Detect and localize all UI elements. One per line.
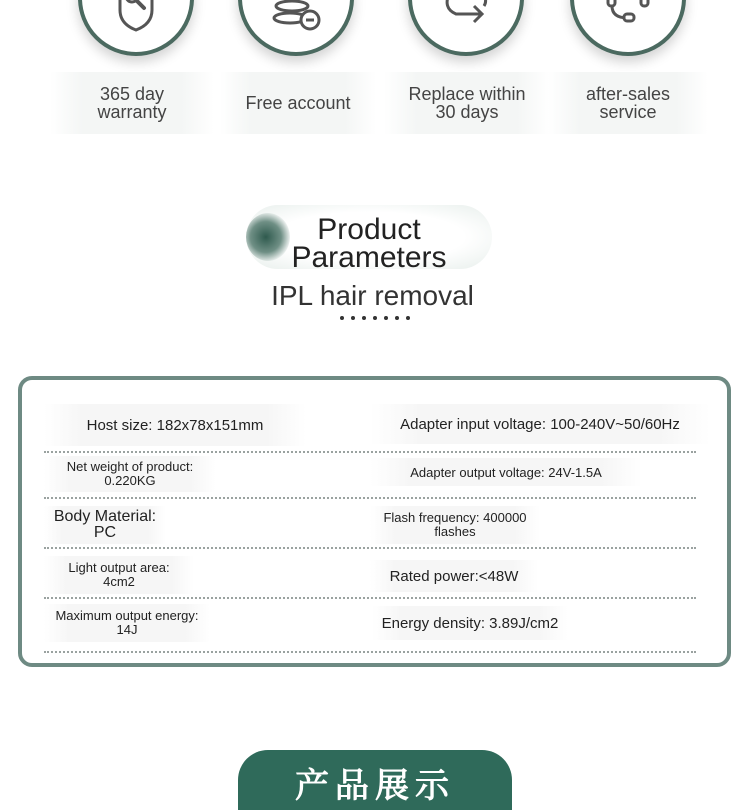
free-account-icon-circle: [238, 0, 354, 56]
param-body-material-label: Body Material:: [53, 508, 157, 525]
feature-label-free-account: [220, 72, 376, 134]
feature-warranty-line2: warranty: [97, 102, 167, 122]
row-divider: [44, 597, 696, 599]
param-energy-density: [372, 606, 568, 640]
param-max-energy: [44, 604, 210, 642]
product-display-banner: [238, 750, 512, 810]
warranty-icon-circle: [78, 0, 194, 56]
feature-after-sales-line1: after-sales: [585, 84, 671, 104]
row-divider: [44, 451, 696, 453]
param-net-weight-label: Net weight of product:: [66, 459, 194, 474]
param-light-area-value: 4cm2: [103, 574, 135, 589]
feature-warranty-line1: 365 day: [99, 84, 165, 104]
feature-label-warranty: [50, 72, 214, 134]
param-rated-power: [370, 560, 538, 592]
section-title-line1: Product: [317, 213, 421, 246]
return-arrows-icon: [436, 0, 496, 32]
feature-after-sales-line2: service: [599, 102, 657, 122]
param-body-material: [44, 506, 166, 544]
shield-wrench-icon: [106, 0, 166, 32]
row-divider: [44, 651, 696, 653]
param-host-size-text: Host size: 182x78x151mm: [86, 416, 264, 434]
feature-label-after-sales: [548, 72, 708, 134]
param-net-weight-value: 0.220KG: [104, 473, 156, 488]
param-light-area-label: Light output area:: [68, 560, 170, 575]
replace-icon-circle: [408, 0, 524, 56]
param-energy-density-text: Energy density: 3.89J/cm2: [381, 614, 559, 632]
param-adapter-input: [370, 404, 710, 444]
param-host-size: [44, 404, 306, 446]
param-rated-power-text: Rated power:<48W: [389, 567, 519, 585]
section-title-line2: Parameters: [291, 241, 447, 274]
feature-replace-line1: Replace within: [408, 84, 526, 104]
coin-stack-icon: [266, 0, 326, 32]
param-flash-frequency-line2: flashes: [434, 524, 476, 539]
headset-icon: [598, 0, 658, 32]
section-subtitle: IPL hair removal: [271, 280, 474, 311]
param-net-weight: [44, 456, 216, 492]
feature-free-account-line1: Free account: [245, 93, 351, 113]
param-adapter-output-text: Adapter output voltage: 24V-1.5A: [410, 464, 602, 480]
product-display-banner-text: 产品展示: [295, 766, 455, 806]
section-title-badge: [246, 205, 492, 274]
feature-label-replace: [384, 72, 550, 134]
param-flash-frequency: [370, 506, 540, 544]
param-adapter-input-text: Adapter input voltage: 100-240V~50/60Hz: [400, 415, 680, 433]
row-divider: [44, 547, 696, 549]
feature-replace-line2: 30 days: [435, 102, 499, 122]
param-light-area: [44, 556, 194, 594]
row-divider: [44, 497, 696, 499]
param-max-energy-label: Maximum output energy:: [55, 608, 199, 623]
param-max-energy-value: 14J: [116, 622, 138, 637]
subtitle-dots-divider: [340, 316, 410, 322]
after-sales-icon-circle: [570, 0, 686, 56]
param-flash-frequency-line1: Flash frequency: 400000: [383, 510, 527, 525]
param-body-material-value: PC: [93, 524, 117, 541]
param-adapter-output: [370, 458, 642, 486]
